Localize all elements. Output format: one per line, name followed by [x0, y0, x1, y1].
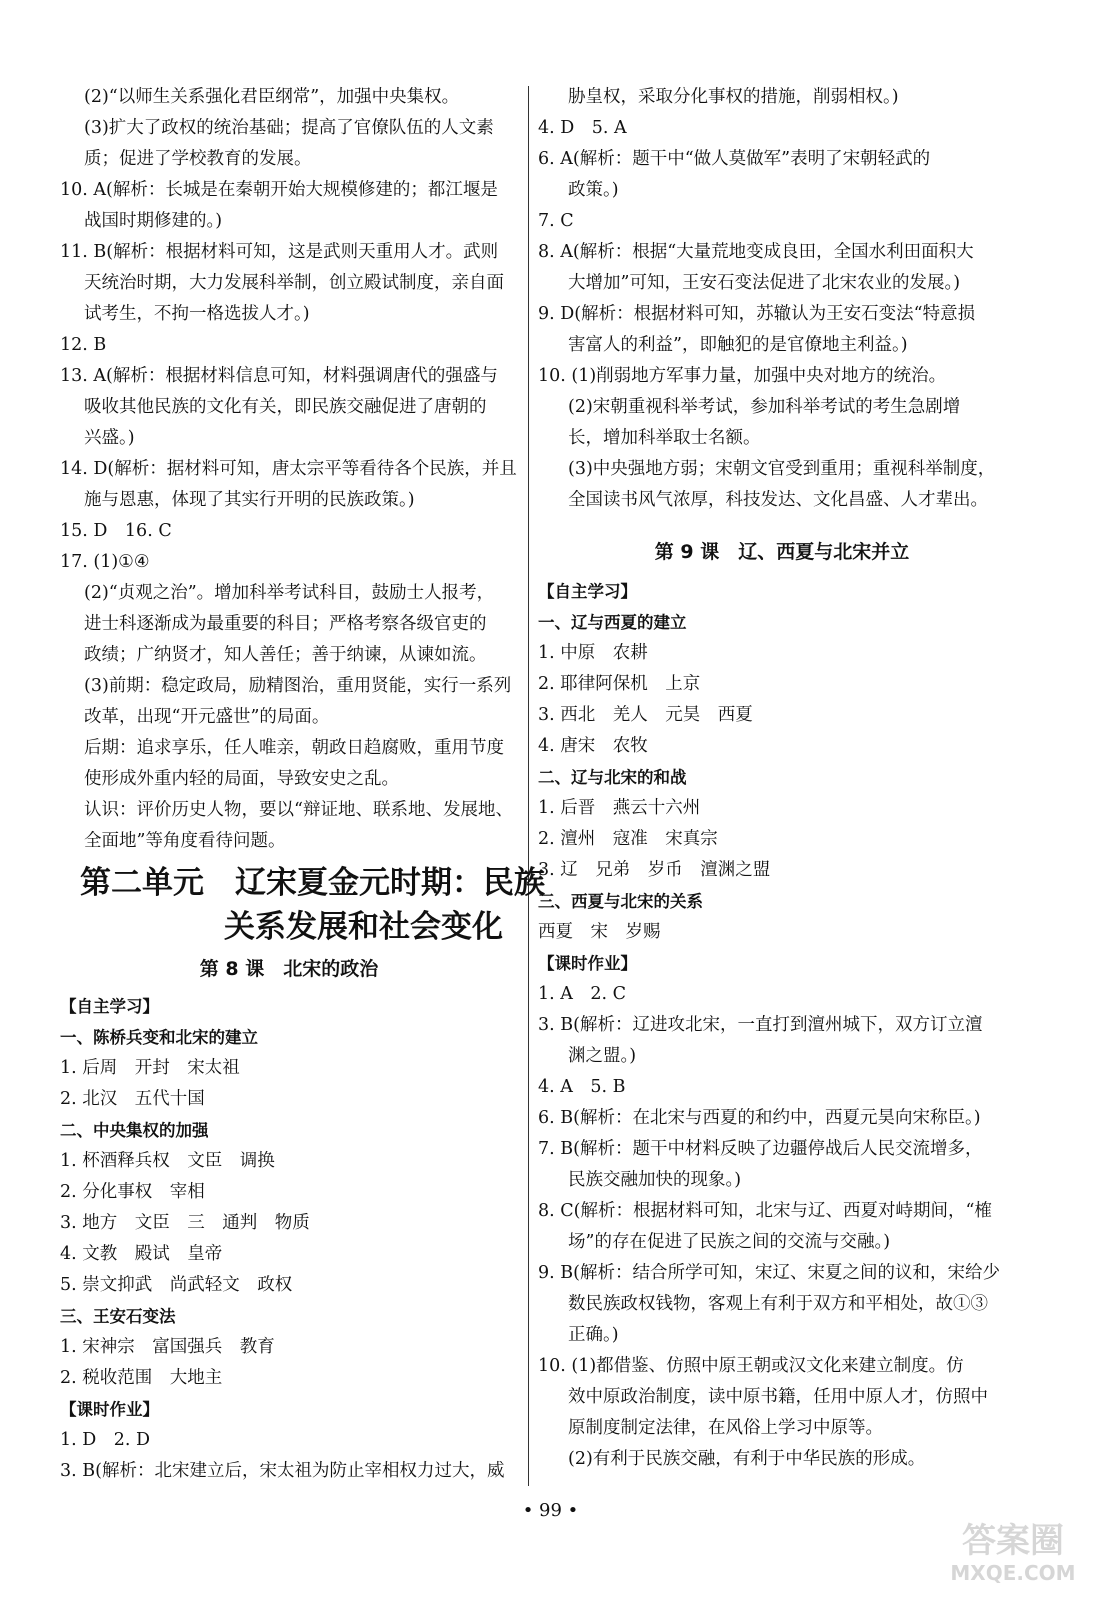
- text-line: 10. A(解析：长城是在秦朝开始大规模修建的；都江堰是: [60, 180, 498, 200]
- text-line: 使形成外重内轻的局面，导致安史之乱。: [84, 769, 399, 789]
- text-line: 17. (1)①④: [60, 552, 150, 572]
- text-line: 3. B(解析：北宋建立后，宋太祖为防止宰相权力过大，威: [60, 1461, 505, 1481]
- lesson-9-title: 第 9 课 辽、西夏与北宋并立: [654, 541, 910, 563]
- text-line: 兴盛。): [84, 428, 135, 448]
- text-line: 4. A 5. B: [538, 1077, 626, 1097]
- left-column: [60, 82, 545, 1487]
- text-line: (2)“贞观之治”。增加科举考试科目，鼓励士人报考，: [84, 583, 495, 603]
- section-heading: 三、西夏与北宋的关系: [538, 892, 703, 911]
- text-line: (3)扩大了政权的统治基础；提高了官僚队伍的人文素: [84, 118, 494, 138]
- text-line: 1. D 2. D: [60, 1430, 151, 1450]
- text-line: 1. 杯酒释兵权 文臣 调换: [60, 1151, 275, 1171]
- text-line: 改革，出现“开元盛世”的局面。: [84, 707, 330, 727]
- watermark-url: MXQE.COM: [950, 1561, 1076, 1585]
- section-heading: 【课时作业】: [538, 954, 637, 973]
- text-line: 4. 文教 殿试 皇帝: [60, 1244, 223, 1264]
- text-line: 11. B(解析：根据材料可知，这是武则天重用人才。武则: [60, 242, 499, 262]
- text-line: 3. B(解析：辽进攻北宋，一直打到澶州城下，双方订立澶: [538, 1015, 983, 1035]
- text-line: 认识：评价历史人物，要以“辩证地、联系地、发展地、: [84, 800, 513, 820]
- text-line: 民族交融加快的现象。): [568, 1170, 742, 1190]
- text-line: 长，增加科举取士名额。: [568, 428, 761, 448]
- text-line: 6. A(解析：题干中“做人莫做军”表明了宋朝轻武的: [538, 149, 931, 169]
- text-line: 效中原政治制度，读中原书籍，任用中原人才，仿照中: [568, 1387, 988, 1407]
- right-column: [538, 82, 1026, 1475]
- text-line: 正确。): [568, 1325, 619, 1345]
- text-line: 施与恩惠，体现了其实行开明的民族政策。): [84, 490, 415, 510]
- text-line: 2. 澶州 寇准 宋真宗: [538, 829, 718, 849]
- text-line: 9. B(解析：结合所学可知，宋辽、宋夏之间的议和，宋给少: [538, 1263, 1000, 1283]
- text-line: 吸收其他民族的文化有关，即民族交融促进了唐朝的: [84, 397, 487, 417]
- text-line: 1. 宋神宗 富国强兵 教育: [60, 1337, 275, 1357]
- text-line: 7. C: [538, 211, 574, 231]
- text-line: 10. (1)都借鉴、仿照中原王朝或汉文化来建立制度。仿: [538, 1356, 964, 1376]
- text-line: 渊之盟。): [568, 1046, 637, 1066]
- text-line: (2)有利于民族交融，有利于中华民族的形成。: [568, 1449, 926, 1469]
- text-line: 进士科逐渐成为最重要的科目；严格考察各级官吏的: [84, 614, 487, 634]
- text-line: 质；促进了学校教育的发展。: [84, 149, 312, 169]
- text-line: 13. A(解析：根据材料信息可知，材料强调唐代的强盛与: [60, 366, 498, 386]
- text-line: 后期：追求享乐，任人唯亲，朝政日趋腐败，重用节度: [84, 738, 504, 758]
- text-line: (2)“以师生关系强化君臣纲常”，加强中央集权。: [84, 87, 460, 107]
- unit-title-line-1: 第二单元 辽宋夏金元时期：民族: [80, 865, 545, 901]
- section-heading: 【课时作业】: [60, 1400, 159, 1419]
- text-line: 胁皇权，采取分化事权的措施，削弱相权。): [568, 87, 899, 107]
- text-line: 14. D(解析：据材料可知，唐太宗平等看待各个民族，并且: [60, 459, 517, 479]
- page-number: • 99 •: [522, 1500, 579, 1521]
- text-line: 1. 后周 开封 宋太祖: [60, 1058, 240, 1078]
- text-line: 9. D(解析：根据材料可知，苏辙认为王安石变法“特意损: [538, 304, 976, 324]
- text-line: 3. 地方 文臣 三 通判 物质: [60, 1213, 310, 1233]
- text-line: 西夏 宋 岁赐: [538, 922, 661, 942]
- text-line: 全国读书风气浓厚，科技发达、文化昌盛、人才辈出。: [568, 490, 988, 510]
- lesson-8-title: 第 8 课 北宋的政治: [199, 958, 379, 980]
- text-line: 12. B: [60, 335, 107, 355]
- text-line: 15. D 16. C: [60, 521, 172, 541]
- watermark-text: 答案圈: [962, 1521, 1064, 1561]
- text-line: 1. A 2. C: [538, 984, 627, 1004]
- text-line: 8. C(解析：根据材料可知，北宋与辽、西夏对峙期间，“榷: [538, 1201, 992, 1221]
- text-line: 场”的存在促进了民族之间的交流与交融。): [568, 1232, 891, 1252]
- section-heading: 一、陈桥兵变和北宋的建立: [60, 1028, 258, 1047]
- text-line: 1. 后晋 燕云十六州: [538, 798, 701, 818]
- text-line: 6. B(解析：在北宋与西夏的和约中，西夏元昊向宋称臣。): [538, 1108, 981, 1128]
- text-line: 天统治时期，大力发展科举制，创立殿试制度，亲自面: [84, 273, 504, 293]
- text-line: 5. 崇文抑武 尚武轻文 政权: [60, 1275, 293, 1295]
- text-line: 战国时期修建的。): [84, 211, 223, 231]
- section-heading: 二、中央集权的加强: [60, 1121, 209, 1140]
- column-divider: [528, 86, 529, 1486]
- text-line: 政策。): [568, 180, 619, 200]
- text-line: 10. (1)削弱地方军事力量，加强中央对地方的统治。: [538, 366, 947, 386]
- text-line: (3)前期：稳定政局，励精图治，重用贤能，实行一系列: [84, 676, 512, 696]
- text-line: 2. 北汉 五代十国: [60, 1089, 205, 1109]
- text-line: 1. 中原 农耕: [538, 643, 648, 663]
- text-line: 原制度制定法律，在风俗上学习中原等。: [568, 1418, 883, 1438]
- section-heading: 【自主学习】: [60, 997, 159, 1016]
- text-line: 3. 西北 羌人 元昊 西夏: [538, 705, 753, 725]
- text-line: 2. 税收范围 大地主: [60, 1368, 223, 1388]
- text-line: 3. 辽 兄弟 岁币 澶渊之盟: [538, 860, 771, 880]
- section-heading: 二、辽与北宋的和战: [538, 768, 687, 787]
- text-line: 2. 耶律阿保机 上京: [538, 674, 701, 694]
- text-line: 数民族政权钱物，客观上有利于双方和平相处，故①③: [568, 1294, 988, 1314]
- text-line: (3)中央强地方弱；宋朝文官受到重用；重视科举制度，: [568, 459, 996, 479]
- section-heading: 【自主学习】: [538, 582, 637, 601]
- text-line: 全面地”等角度看待问题。: [84, 831, 286, 851]
- text-line: 4. D 5. A: [538, 118, 627, 138]
- watermark-logo: [933, 1510, 1093, 1590]
- section-heading: 三、王安石变法: [60, 1307, 176, 1326]
- text-line: 害富人的利益”，即触犯的是官僚地主利益。): [568, 335, 908, 355]
- text-line: 大增加”可知，王安石变法促进了北宋农业的发展。): [568, 273, 961, 293]
- text-line: 政绩；广纳贤才，知人善任；善于纳谏，从谏如流。: [84, 645, 487, 665]
- section-heading: 一、辽与西夏的建立: [538, 613, 687, 632]
- text-line: 2. 分化事权 宰相: [60, 1182, 205, 1202]
- text-line: 8. A(解析：根据“大量荒地变成良田，全国水利田面积大: [538, 242, 974, 262]
- text-line: 4. 唐宋 农牧: [538, 736, 648, 756]
- unit-title-line-2: 关系发展和社会变化: [224, 909, 503, 945]
- text-line: (2)宋朝重视科举考试，参加科举考试的考生急剧增: [568, 397, 961, 417]
- text-line: 7. B(解析：题干中材料反映了边疆停战后人民交流增多，: [538, 1139, 983, 1159]
- text-line: 试考生，不拘一格选拔人才。): [84, 304, 310, 324]
